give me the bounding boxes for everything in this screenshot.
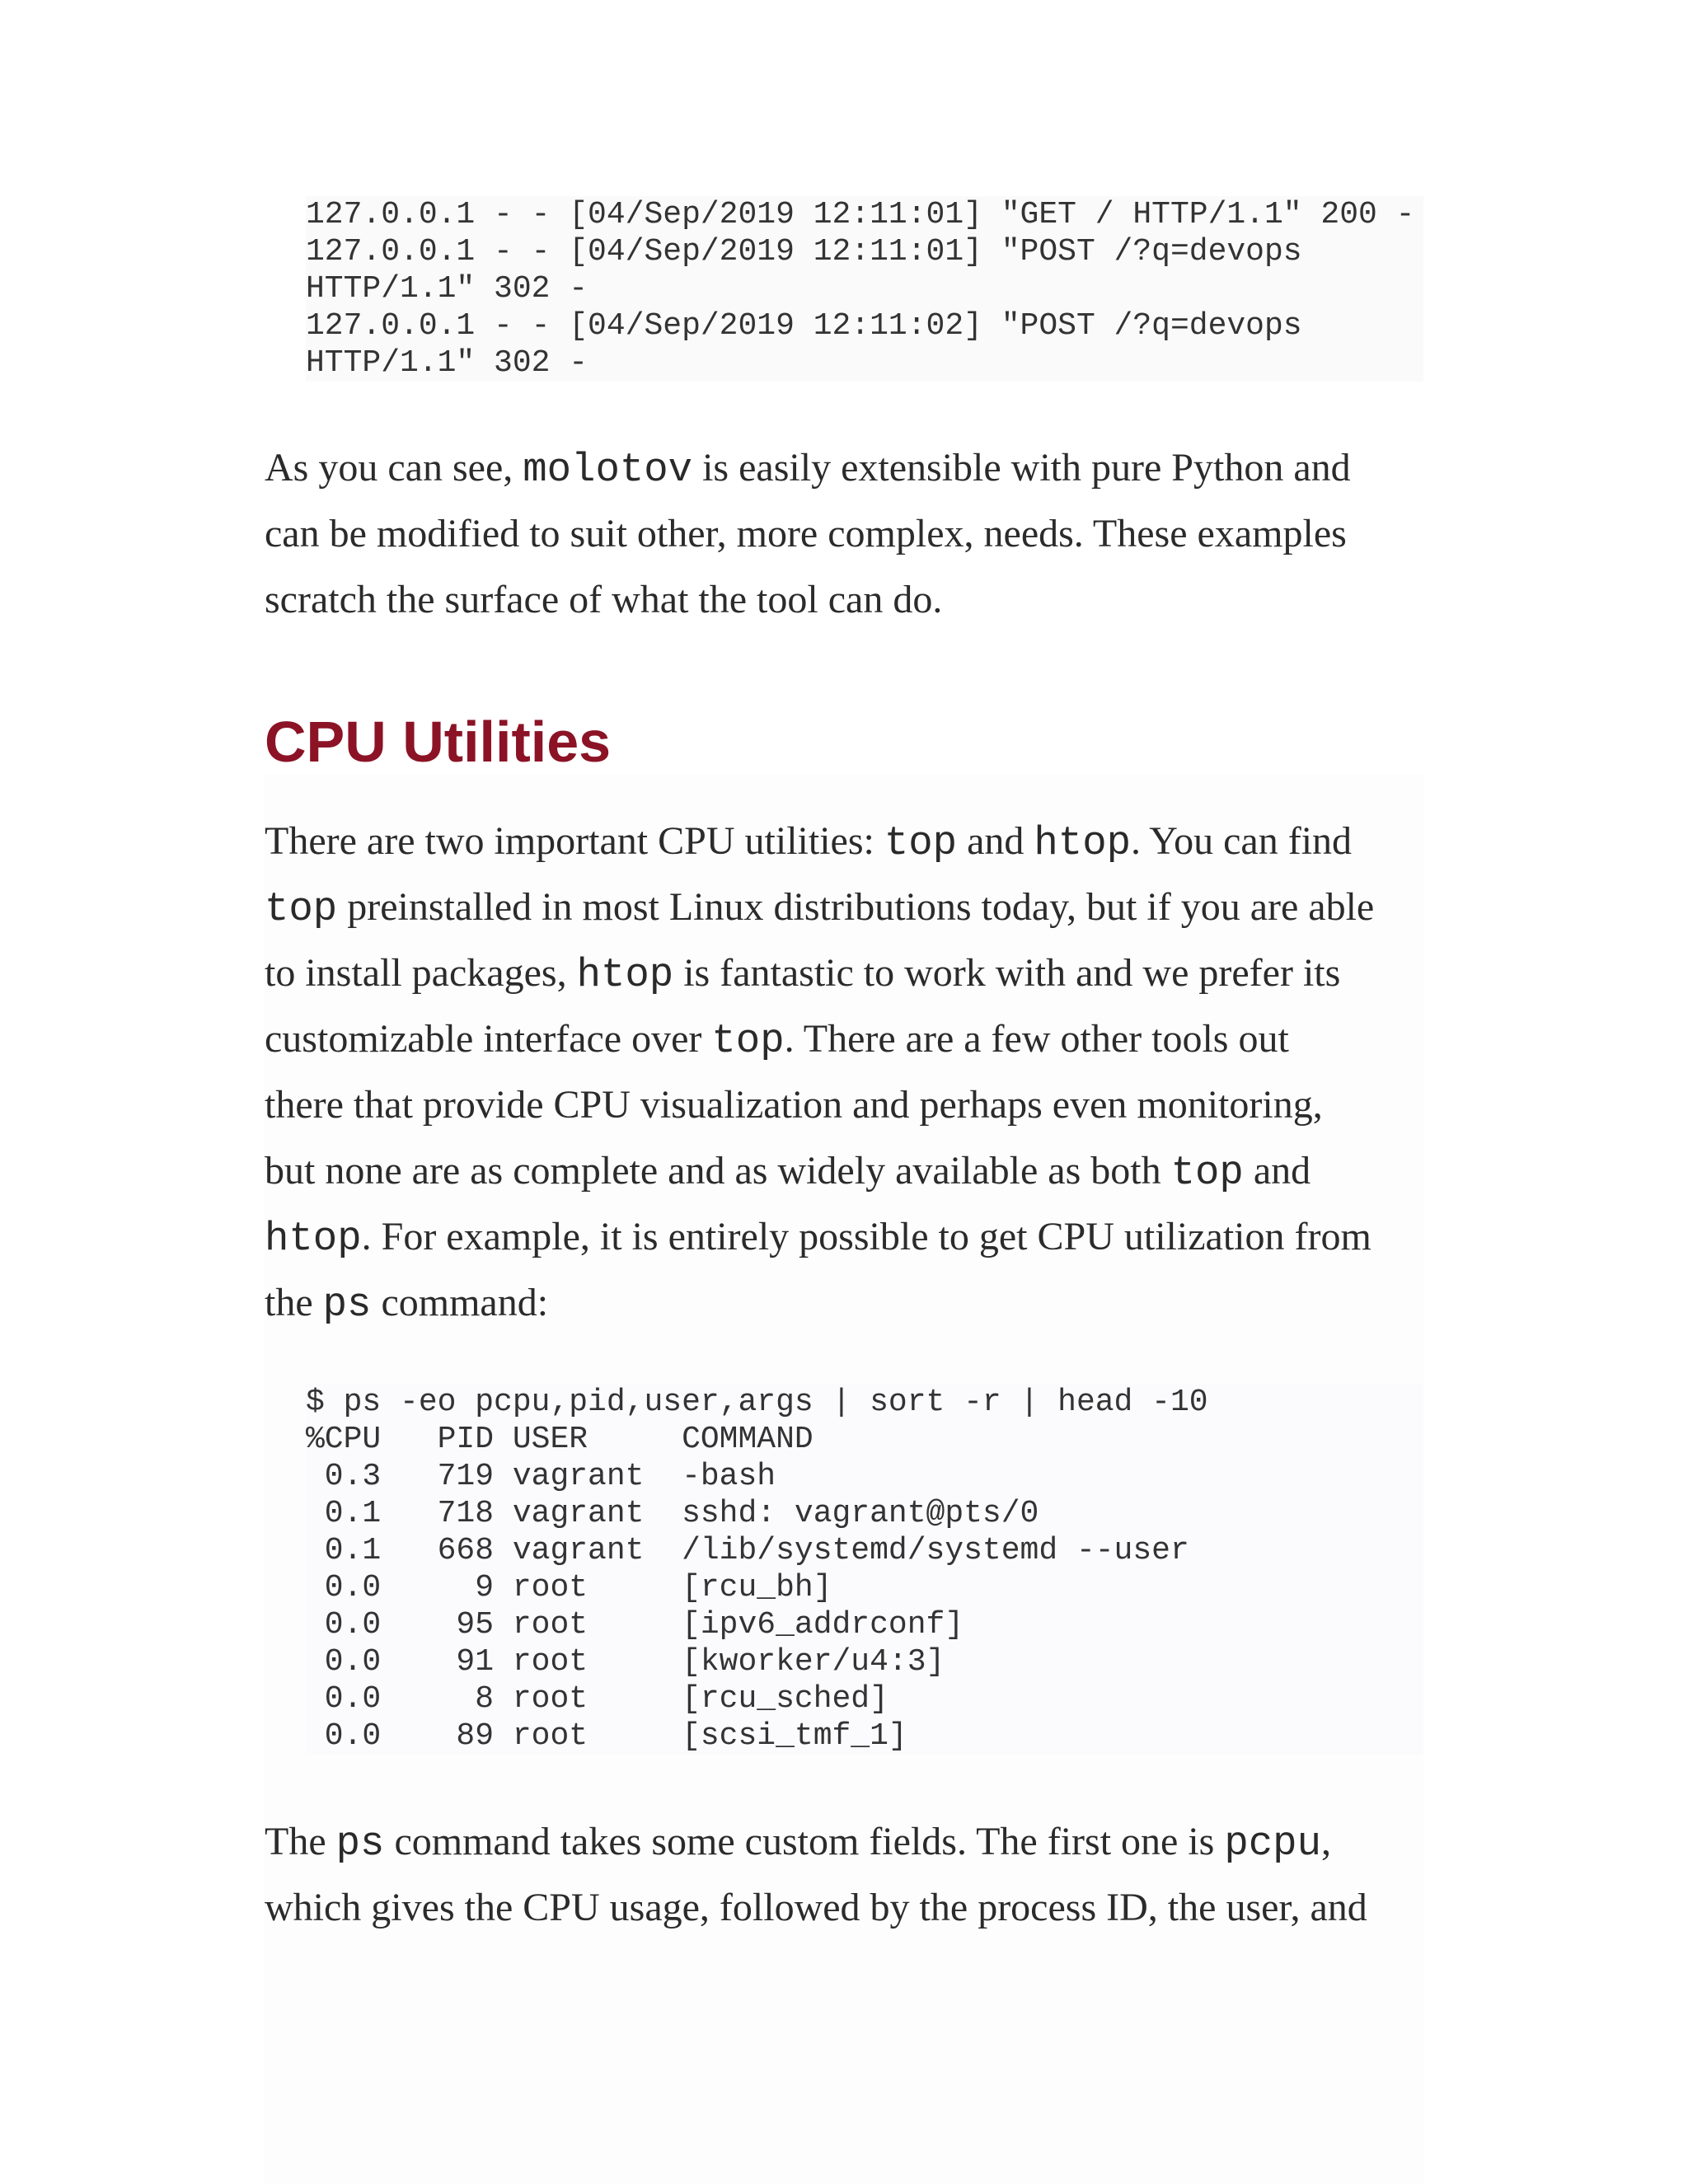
paragraph-line: can be modified to suit other, more complex, needs. These examples (265, 512, 1347, 555)
code-line: 0.0 9 root [rcu_bh] (306, 1570, 832, 1605)
ps-command-code-block (306, 1384, 1423, 1755)
code-line: 127.0.0.1 - - [04/Sep/2019 12:11:02] "POST /?q=devops (306, 308, 1302, 344)
text-run: preinstalled in most Linux distributions today, but if you are able (337, 885, 1375, 929)
paragraph-line (265, 1809, 1423, 1875)
paragraph-line (265, 1138, 1423, 1204)
code-line: 0.0 91 root [kworker/u4:3] (306, 1644, 945, 1680)
text-run: to install packages, (265, 951, 577, 995)
code-line: 127.0.0.1 - - [04/Sep/2019 12:11:01] "GET / HTTP/1.1" 200 - (306, 197, 1415, 232)
code-line: 0.0 89 root [scsi_tmf_1] (306, 1718, 907, 1754)
text-run: and (1243, 1149, 1311, 1193)
code-line: 127.0.0.1 - - [04/Sep/2019 12:11:01] "POST /?q=devops (306, 234, 1302, 269)
paragraph-line: there that provide CPU visualization and perhaps even monitoring, (265, 1083, 1323, 1127)
paragraph-line (265, 808, 1423, 874)
code-line: %CPU PID USER COMMAND (306, 1422, 814, 1457)
text-run: The (265, 1820, 336, 1863)
molotov-paragraph (265, 435, 1423, 633)
paragraph-line (265, 435, 1423, 501)
paragraph-line (265, 1270, 1423, 1336)
inline-code: pcpu (1224, 1821, 1321, 1867)
log-output-code-block (306, 196, 1423, 382)
text-run: There are two important CPU utilities: (265, 819, 884, 863)
text-run: As you can see, (265, 446, 523, 490)
text-run: and (957, 819, 1034, 863)
code-line: 0.0 95 root [ipv6_addrconf] (306, 1607, 964, 1643)
text-run: . For example, it is entirely possible to get CPU utilization from (361, 1215, 1372, 1258)
code-line: HTTP/1.1" 302 - (306, 271, 588, 307)
text-run: command: (371, 1281, 549, 1324)
inline-code: htop (265, 1216, 362, 1262)
inline-code: ps (322, 1282, 372, 1328)
inline-code: ps (335, 1821, 385, 1867)
paragraph-line (265, 940, 1423, 1006)
inline-code: top (1170, 1150, 1244, 1196)
text-run: customizable interface over (265, 1017, 712, 1061)
inline-code: htop (576, 952, 674, 998)
text-run: the (265, 1281, 323, 1324)
code-line: HTTP/1.1" 302 - (306, 345, 588, 381)
paragraph-line (265, 1204, 1423, 1270)
text-run: command takes some custom fields. The first one is (384, 1820, 1225, 1863)
inline-code: top (711, 1018, 785, 1064)
inline-code: top (265, 886, 338, 932)
text-run: is easily extensible with pure Python and (692, 446, 1351, 490)
text-run: is fantastic to work with and we prefer its (673, 951, 1341, 995)
text-run: . There are a few other tools out (784, 1017, 1289, 1061)
paragraph-line: scratch the surface of what the tool can do. (265, 578, 943, 621)
inline-code: top (884, 820, 958, 866)
code-line: 0.1 718 vagrant sshd: vagrant@pts/0 (306, 1496, 1039, 1531)
text-run: . You can find (1131, 819, 1353, 863)
section-heading: CPU Utilities (265, 710, 612, 774)
paragraph-line (265, 874, 1423, 940)
ps-fields-paragraph (265, 1809, 1423, 1941)
text-run: but none are as complete and as widely available as both (265, 1149, 1171, 1193)
inline-code: molotov (523, 447, 693, 493)
code-line: 0.1 668 vagrant /lib/systemd/systemd --user (306, 1533, 1189, 1568)
text-run: , (1320, 1820, 1331, 1863)
paragraph-line (265, 1006, 1423, 1072)
code-line: 0.3 719 vagrant -bash (306, 1459, 776, 1494)
inline-code: htop (1034, 820, 1132, 866)
paragraph-line: which gives the CPU usage, followed by the process ID, the user, and (265, 1886, 1367, 1929)
cpu-utilities-paragraph (265, 808, 1423, 1336)
code-line: $ ps -eo pcpu,pid,user,args | sort -r | head -10 (306, 1385, 1208, 1420)
code-line: 0.0 8 root [rcu_sched] (306, 1681, 889, 1717)
